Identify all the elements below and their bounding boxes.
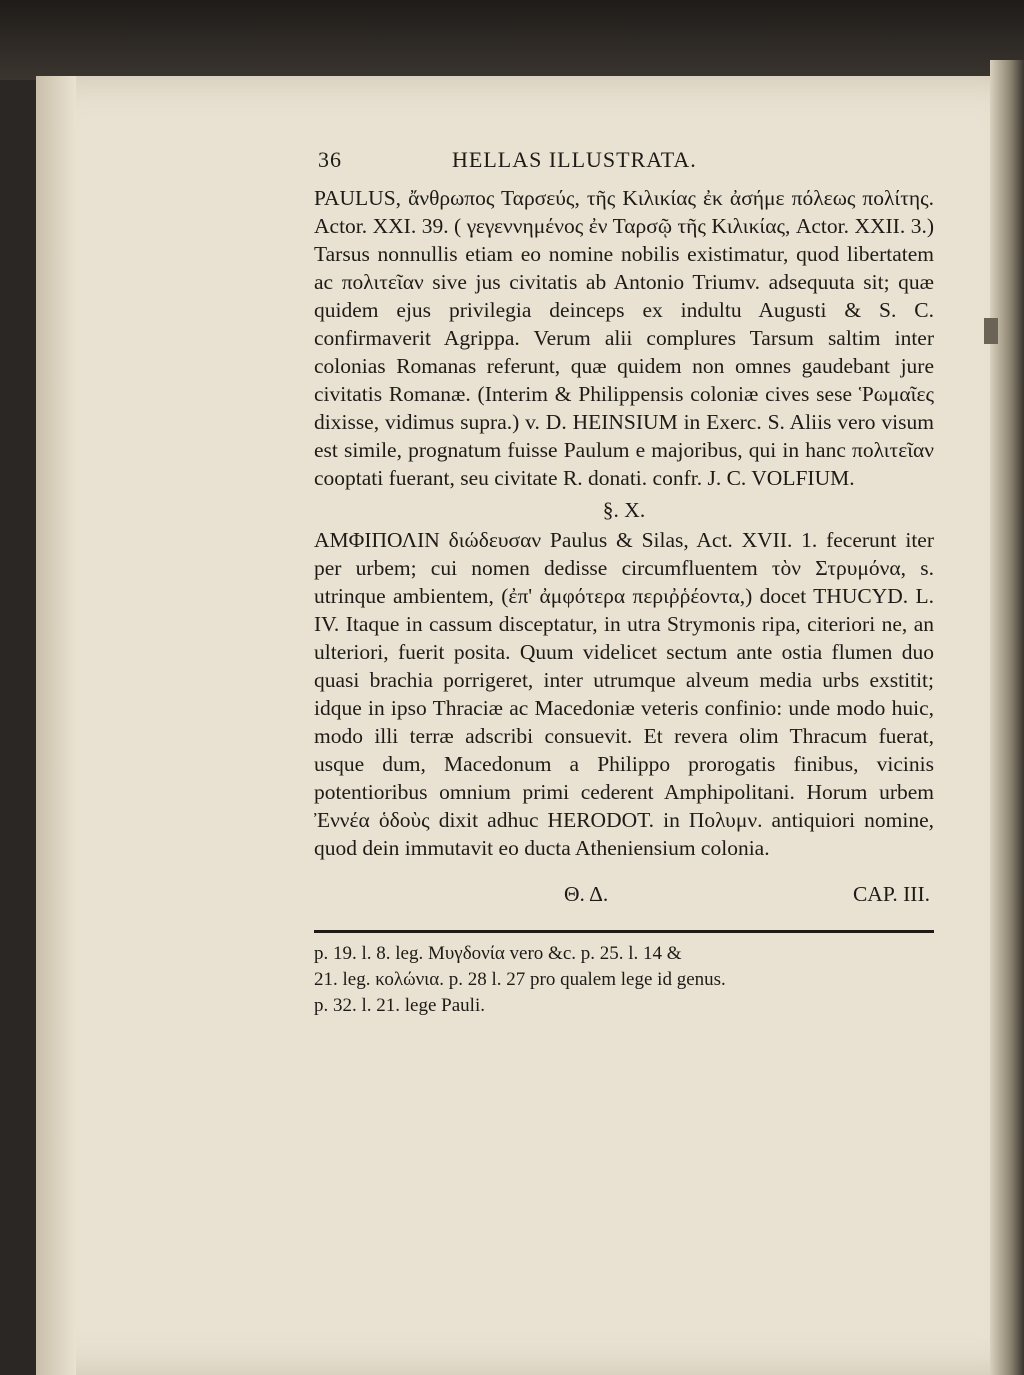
errata-line: 21. leg. κολώνια. p. 28 l. 27 pro qualem lege id genus. [314,969,726,990]
page-gutter-shade [36,76,76,1375]
section-heading: §. X. [602,498,646,522]
body-text [314,184,934,862]
errata-block [314,941,934,1019]
errata-line: p. 19. l. 8. leg. Μυγδονία vero &c. p. 25. l. 14 & [314,943,682,964]
paragraph-amphipolis: ΑΜΦΙΠΟΛΙΝ διώδευσαν Paulus & Silas, Act. XVII. 1. fecerunt iter per urbem; cui nomen dedisse circumfluentem τὸν Στρυμόνα, s. utrinque ambientem, (ἐπ' ἀμφότερα περιῤῥέοντα,) docet THUCYD. L. IV. Itaque in cassum disceptatur, in utra Strymonis ripa, citeriori ne, an ulteriori, fuerit posita. Quum videlicet sectum ante ostia flumen duo quasi brachia porrigeret, inter utrumque alveum media urbs exstitit; idque in ipso Thraciæ ac Macedoniæ veteris confinio: unde modo huic, modo illi terræ adscribi consuevit. Et revera olim Thracum fuerat, usque dum, Macedonum a Philippo prorogatis finibus, vicinis potentioribus omnium primi cederent Amphipolitani. Horum urbem Ἐννέα ὁδοὺς dixit adhuc HERODOT. in Πολυμν. antiquiori nomine, quod dein immutavit eo ducta Atheniensium colonia. [314,528,934,860]
running-title: HELLAS ILLUSTRATA. [452,147,697,172]
errata-line: p. 32. l. 21. lege Pauli. [314,995,485,1016]
running-header [314,140,934,184]
signature-mark: Θ. Δ. [564,882,609,906]
page-fore-edge [990,60,1024,1375]
edge-tab-mark [984,318,998,344]
paragraph-paulus: PAULUS, ἄνθρωπος Ταρσεύς, τῆς Κιλικίας ἐκ ἀσήμε πόλεως πολίτης. Actor. XXI. 39. ( γεγεννημένος ἐν Ταρσῷ τῆς Κιλικίας, Actor. XXII. 3.) Tarsus nonnullis etiam eo nomine nobilis existimatur, quod libertatem ac πολιτεῖαν sive jus civitatis ab Antonio Triumv. adsequuta sit; quæ quidem ejus privilegia deinceps ex indultu Augusti & S. C. confirmaverit Agrippa. Verum alii complures Tarsum saltim inter colonias Romanas referunt, quæ quidem non omnes gaudebant jure civitatis Romanæ. (Interim & Philippensis coloniæ cives sese Ῥωμαῖες dixisse, vidimus supra.) v. D. HEINSIUM in Exerc. S. Aliis vero visum est simile, prognatum fuisse Paulum e majoribus, qui in hanc πολιτεῖαν cooptati fuerant, seu civitate R. donati. confr. J. C. VOLFIUM. [314,186,934,490]
page-number: 36 [318,147,342,172]
catchword: CAP. III. [852,882,930,906]
catchword-row [314,880,934,916]
errata-divider [314,930,934,933]
page-content [314,140,934,1019]
top-shadow [0,0,1024,80]
